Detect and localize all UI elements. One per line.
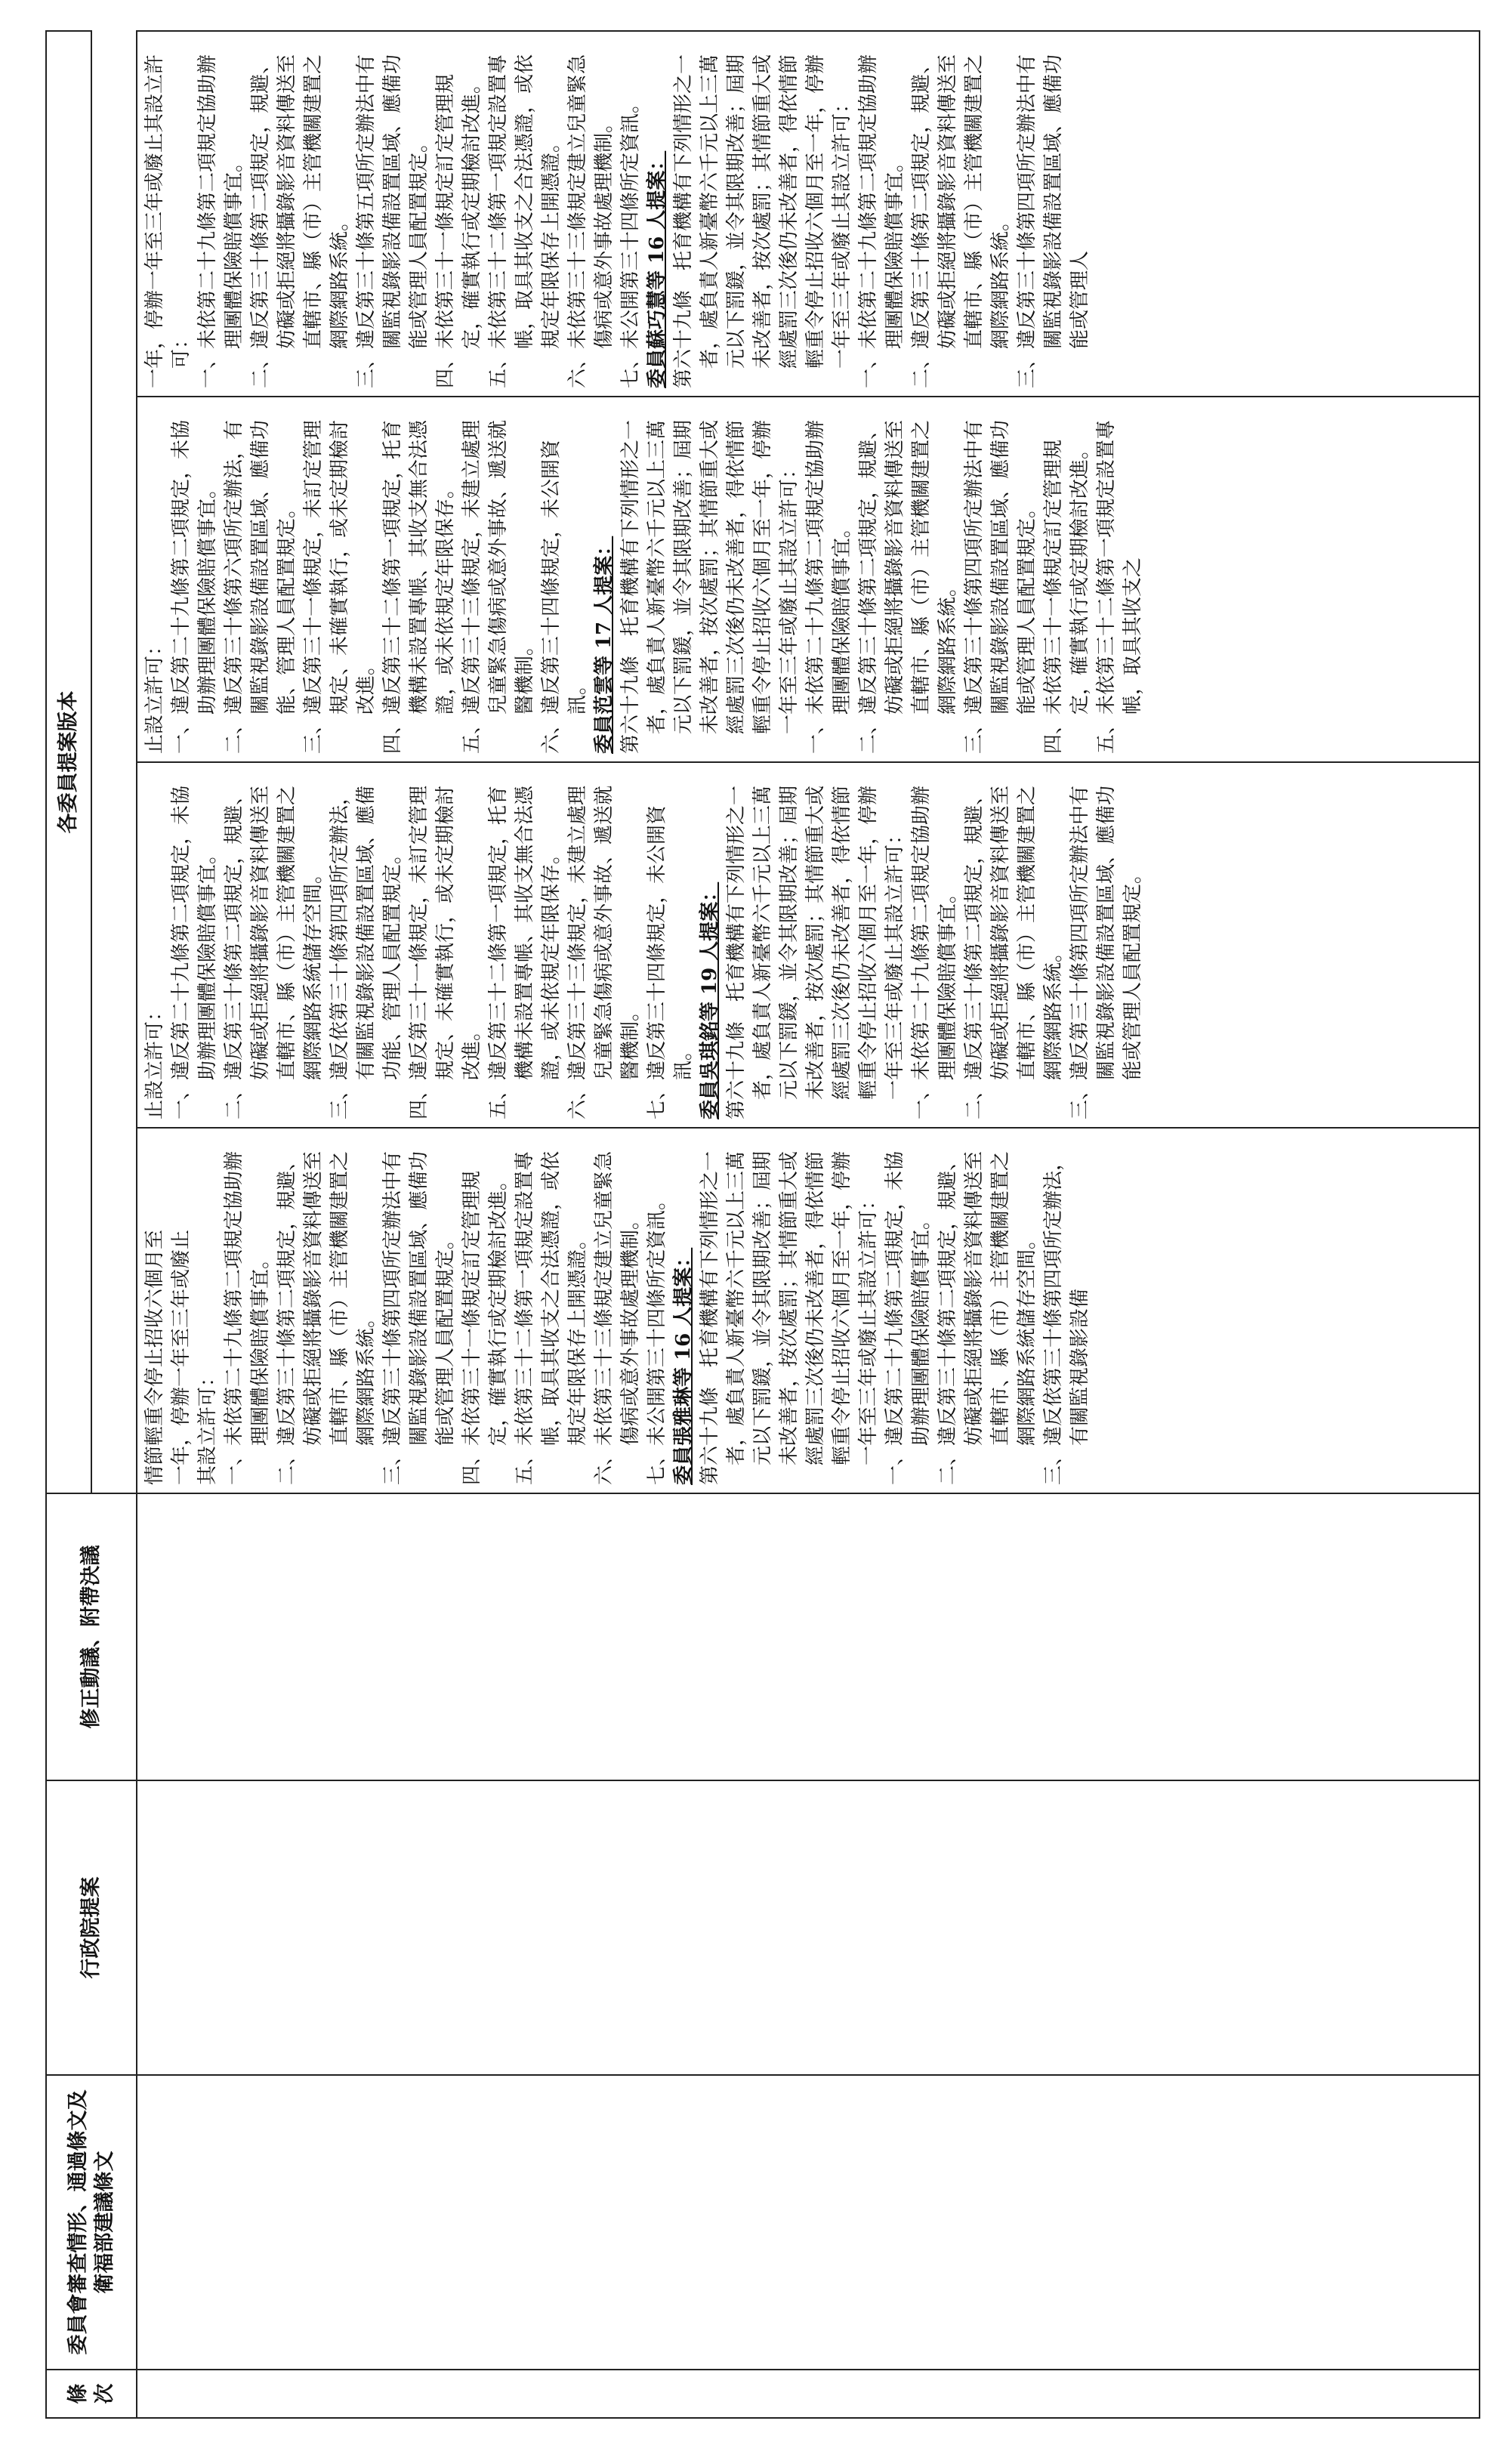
provision-text: 第六十九條 托育機構有下列情形之一者，處負責人新臺幣六千元以上三萬元以下罰鍰，並令其限期改善；屆期未改善者，按次處罰；其情節重大或經處罰三次後仍未改善者，得依情節輕重令停止招收六個月至一年，停辦一年至三年或廢止其設立許可：: [672, 54, 853, 388]
provision-text: 二、違反第三十條第二項規定，規避、妨礙或拒絕將攝錄影音資料傳送至直轄市、縣（市）主管機關建置之網際網路系統儲存空間。: [223, 785, 325, 1119]
proposal-column-1: [137, 1128, 1480, 1493]
provision-text: 四、未依第三十一條規定訂定管理規定，確實執行或定期檢討改進。: [1042, 439, 1091, 754]
provision-text: 一、違反第二十九條第二項規定，未協助辦理團體保險賠償事宜。: [170, 785, 219, 1119]
provision-text: 七、違反第三十四條規定，未公開資訊。: [646, 804, 695, 1119]
provision-text: 六、違反第三十四條規定，未公開資訊。: [540, 439, 589, 754]
provision-text: 一、未依第二十九條第二項規定協助辦理團體保險賠償事宜。: [804, 419, 853, 754]
provision-text: 一年，停辦一年至三年或廢止其設立許可：: [143, 54, 193, 388]
proposal-text-4: [137, 32, 1098, 396]
provision-text: 二、違反第三十條第二項規定，規避、妨礙或拒絕將攝錄影音資料傳送至直轄市、縣（市）主管機關建置之網際網路系統儲存空間。: [937, 1150, 1038, 1485]
header-article: 條次: [46, 2370, 137, 2418]
provision-text: 三、違反第三十條第四項所定辦法中有關監視錄影設備設置區域、應備功能或管理人員配置規定。: [963, 419, 1038, 754]
header-amendment: 修正動議、附帶決議: [46, 1493, 137, 1780]
header-proposals: 各委員提案版本: [46, 31, 91, 1493]
provision-text: 七、未公開第三十四條所定資訊。: [646, 1190, 668, 1485]
article-cell: [137, 2370, 1480, 2418]
provision-text: 二、違反第三十條第六項所定辦法，有關監視錄影設備設置區域、應備功能、管理人員配置規定。: [223, 419, 298, 754]
provision-text: 五、違反第三十二條第一項規定，托育機構未設置專帳、其收支無合法憑證，或未依規定年限保存。: [487, 785, 563, 1119]
provision-text: 四、未依第三十一條規定訂定管理規定，確實執行或定期檢討改進。: [461, 1170, 510, 1485]
provision-text: 六、未依第三十三條規定建立兒童緊急傷病或意外事故處理機制。: [593, 1150, 642, 1485]
provision-text: 三、違反第三十條第四項所定辦法中有關監視錄影設備設置區域、應備功能或管理人: [1016, 54, 1091, 388]
provision-text: 三、違反第三十一條規定，未訂定管理規定、未確實執行，或未定期檢討改進。: [302, 419, 378, 754]
provision-text: 二、違反第三十條第二項規定，規避、妨礙或拒絕將攝錄影音資料傳送至直轄市、縣（市）主管機關建置之網際網路系統。: [249, 54, 351, 388]
proposal-column-3: [137, 397, 1480, 762]
provision-text: 第六十九條 托育機構有下列情形之一者，處負責人新臺幣六千元以上三萬元以下罰鍰，並令其限期改善；屆期未改善者，按次處罰；其情節重大或經處罰三次後仍未改善者，得依情節輕重令停止招收六個月至一年，停辦一年至三年或廢止其設立許可：: [699, 1150, 880, 1485]
provision-text: 六、未依第三十三條規定建立兒童緊急傷病或意外事故處理機制。: [566, 54, 616, 388]
provision-text: 其設立許可：: [196, 1366, 219, 1485]
amendment-cell: [137, 1493, 1480, 1780]
provision-text: 一、未依第二十九條第二項規定協助辦理團體保險賠償事宜。: [857, 54, 906, 388]
executive-cell: [137, 1780, 1480, 2075]
provision-text: 六、違反第三十三條規定，未建立處理兒童緊急傷病或意外事故、遞送就醫機制。: [566, 785, 642, 1119]
provision-text: 一、未依第二十九條第二項規定協助辦理團體保險賠償事宜。: [196, 54, 245, 388]
provision-text: 第六十九條 托育機構有下列情形之一者，處負責人新臺幣六千元以上三萬元以下罰鍰，並令其限期改善；屆期未改善者，按次處罰；其情節重大或經處罰三次後仍未改善者，得依情節輕重令停止招收六個月至一年，停辦一年至三年或廢止其設立許可：: [725, 785, 906, 1119]
provision-text: 五、未依第三十二條第一項規定設置專帳，取具其收支之合法憑證，或依規定年限保存上開憑證。: [487, 54, 563, 388]
provision-text: 五、違反第三十三條規定，未建立處理兒童緊急傷病或意外事故、遞送就醫機制。: [461, 419, 536, 754]
provision-text: 四、未依第三十一條規定訂定管理規定，確實執行或定期檢討改進。: [434, 73, 483, 388]
provision-text: 五、未依第三十二條第一項規定設置專帳，取具其收支之: [1095, 419, 1144, 754]
provision-text: 三、違反第三十條第四項所定辦法中有關監視錄影設備設置區域、應備功能或管理人員配置規定。: [1069, 785, 1144, 1119]
provision-text: 一、未依第二十九條第二項規定協助辦理團體保險賠償事宜。: [910, 785, 959, 1119]
provision-text: 止設立許可：: [143, 635, 166, 754]
provision-text: 五、未依第三十二條第一項規定設置專帳，取具其收支之合法憑證，或依規定年限保存上開憑證。: [514, 1150, 589, 1485]
header-executive: 行政院提案: [46, 1780, 137, 2075]
proposal-text-1: [137, 1129, 1098, 1493]
proposer-heading: 委員蘇巧慧等 16 人提案：: [646, 150, 668, 388]
provision-text: 四、違反第三十一條規定，未訂定管理規定、未確實執行，或未定期檢討改進。: [408, 785, 483, 1119]
committee-cell: [137, 2075, 1480, 2370]
body-row: [137, 31, 1480, 2418]
proposal-text-3: [137, 397, 1151, 761]
header-row-top: [46, 31, 91, 2418]
provision-text: 第六十九條 托育機構有下列情形之一者，處負責人新臺幣六千元以上三萬元以下罰鍰，並令其限期改善；屆期未改善者，按次處罰；其情節重大或經處罰三次後仍未改善者，得依情節輕重令停止招收六個月至一年，停辦一年至三年或廢止其設立許可：: [619, 419, 801, 754]
provision-text: 二、違反第三十條第二項規定，規避、妨礙或拒絕將攝錄影音資料傳送至直轄市、縣（市）主管機關建置之網際網路系統。: [276, 1150, 378, 1485]
provision-text: 情節輕重令停止招收六個月至: [143, 1229, 166, 1485]
provision-text: 一年，停辦一年至三年或廢止: [170, 1229, 193, 1485]
proposal-text-2: [137, 763, 1151, 1127]
header-committee: 委員會審查情形、通過條文及衛福部建議條文: [46, 2075, 137, 2370]
provision-text: 三、違反第三十條第五項所定辦法中有關監視錄影設備設置區域、應備功能或管理人員配置規定。: [355, 54, 430, 388]
provision-text: 一、違反第二十九條第二項規定，未協助辦理團體保險賠償事宜。: [884, 1150, 933, 1485]
proposer-heading: 委員吳琪銘等 19 人提案：: [699, 882, 721, 1119]
provision-text: 三、違反依第三十條第四項所定辦法，有關監視錄影設備設置區域、應備功能、管理人員配置規定。: [329, 785, 404, 1119]
provision-text: 一、違反第二十九條第二項規定，未協助辦理團體保險賠償事宜。: [170, 419, 219, 754]
proposal-column-4: [137, 31, 1480, 397]
provision-text: 一、未依第二十九條第二項規定協助辦理團體保險賠償事宜。: [223, 1150, 272, 1485]
provision-text: 七、未公開第三十四條所定資訊。: [619, 93, 642, 388]
proposer-heading: 委員范雲等 17 人提案：: [593, 536, 616, 754]
provision-text: 二、違反第三十條第二項規定，規避、妨礙或拒絕將攝錄影音資料傳送至直轄市、縣（市）主管機關建置之網際網路系統。: [910, 54, 1012, 388]
provision-text: 三、違反第三十條第四項所定辦法中有關監視錄影設備設置區域、應備功能或管理人員配置規定。: [381, 1150, 457, 1485]
proposal-column-2: [137, 762, 1480, 1128]
provision-text: 四、違反第三十二條第一項規定，托育機構未設置專帳、其收支無合法憑證，或未依規定年限保存。: [381, 419, 457, 754]
provision-text: 二、違反第三十條第二項規定，規避、妨礙或拒絕將攝錄影音資料傳送至直轄市、縣（市）主管機關建置之網際網路系統。: [963, 785, 1065, 1119]
provision-text: 止設立許可：: [143, 1001, 166, 1119]
provision-text: 二、違反第三十條第二項規定，規避、妨礙或拒絕將攝錄影音資料傳送至直轄市、縣（市）主管機關建置之網際網路系統。: [857, 419, 959, 754]
provision-text: 三、違反依第三十條第四項所定辦法，有關監視錄影設備: [1042, 1150, 1091, 1485]
proposer-heading: 委員張雅琳等 16 人提案：: [672, 1247, 695, 1485]
comparison-table: [45, 30, 1480, 2419]
